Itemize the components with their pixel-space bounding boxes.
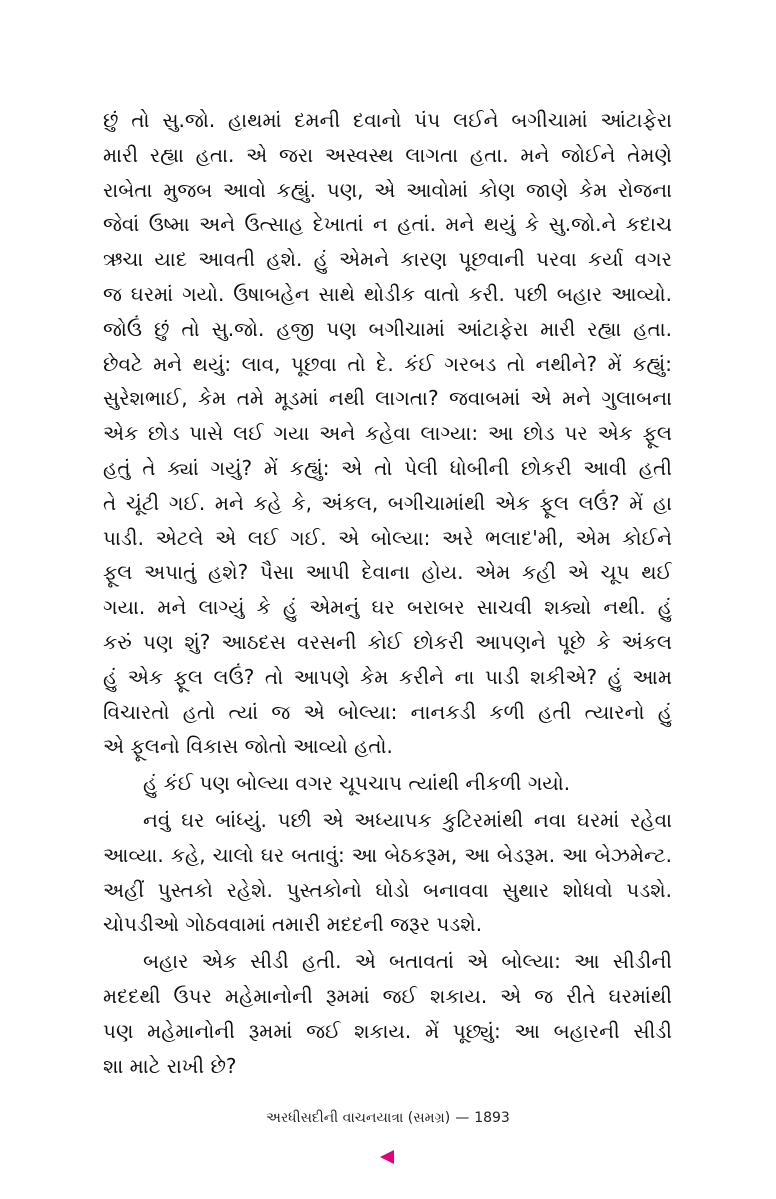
text-line: ફૂલ અપાતું હશે? પૈસા આપી દેવાના હોય. એમ કહી એ ચૂપ થઈ <box>103 560 672 585</box>
text-line: મારી રહ્યા હતા. એ જરા અસ્વસ્થ લાગતા હતા. મને જોઈને તેમણે <box>103 142 672 167</box>
text-line: વિચારતો હતો ત્યાં જ એ બોલ્યા: નાનકડી કળી હતી ત્યારનો હું <box>103 699 672 724</box>
text-line: હું એક ફૂલ લઉં? તો આપણે કેમ કરીને ના પાડી શકીએ? હું આમ <box>103 664 672 689</box>
text-line: તે ચૂંટી ગઈ. મને કહે કે, અંકલ, બગીચામાંથી એક ફૂલ લઉં? મેં હા <box>103 490 672 515</box>
text-line: આવ્યા. કહે, ચાલો ઘર બતાવું: આ બેઠકરૂમ, આ બેડરૂમ. આ બેઝમેન્ટ. <box>103 842 672 867</box>
text-line: કરું પણ શું? આઠદસ વરસની કોઈ છોકરી આપણને પૂછે કે અંકલ <box>103 629 672 654</box>
paragraph <box>103 103 672 764</box>
running-footer <box>0 1108 776 1128</box>
text-line: એ ફૂલનો વિકાસ જોતો આવ્યો હતો. <box>103 734 393 759</box>
text-line: જોઉં છું તો સુ.જો. હજી પણ બગીચામાં આંટાફેરા મારી રહ્યા હતા. <box>103 316 672 341</box>
book-title: અરધીસદીની વાચનયાત્રા (સમગ્ર) <box>266 1110 451 1126</box>
text-line: મદદથી ઉપર મહેમાનોની રૂમમાં જઈ શકાય. એ જ રીતે ઘરમાંથી <box>103 983 672 1008</box>
previous-page-icon[interactable] <box>380 1150 394 1164</box>
paragraph <box>103 944 672 1083</box>
text-line: રાબેતા મુજબ આવો કહ્યું. પણ, એ આવોમાં કોણ જાણે કેમ રોજના <box>103 177 672 202</box>
text-line: હતું તે ક્યાં ગયું? મેં કહ્યું: એ તો પેલી ધોબીની છોકરી આવી હતી <box>103 455 672 480</box>
page-number: 1893 <box>474 1110 510 1126</box>
page-body <box>103 103 672 1083</box>
text-line: છેવટે મને થયું: લાવ, પૂછવા તો દે. કંઈ ગરબડ તો નથીને? મેં કહ્યું: <box>103 351 672 376</box>
text-line: પાડી. એટલે એ લઈ ગઈ. એ બોલ્યા: અરે ભલાદ'મી, એમ કોઈને <box>103 525 672 550</box>
text-line: નવું ઘર બાંધ્યું. પછી એ અધ્યાપક કુટિરમાંથી નવા ઘરમાં રહેવા <box>143 807 672 832</box>
text-line: ઋચા યાદ આવતી હશે. હું એમને કારણ પૂછવાની પરવા કર્યા વગર <box>103 247 672 272</box>
text-line: શા માટે રાખી છે? <box>103 1053 237 1078</box>
paragraph <box>103 803 672 942</box>
text-line: ગયા. મને લાગ્યું કે હું એમનું ઘર બરાબર સાચવી શક્યો નથી. હું <box>103 595 672 620</box>
text-line: પણ મહેમાનોની રૂમમાં જઈ શકાય. મેં પૂછ્યું: આ બહારની સીડી <box>103 1018 672 1043</box>
text-line: અહીં પુસ્તકો રહેશે. પુસ્તકોનો ઘોડો બનાવવા સુથાર શોધવો પડશે. <box>103 877 672 902</box>
text-line: જ ઘરમાં ગયો. ઉષાબહેન સાથે થોડીક વાતો કરી. પછી બહાર આવ્યો. <box>103 281 672 306</box>
footer-separator: — <box>455 1110 470 1126</box>
paragraph <box>103 766 672 801</box>
text-line: એક છોડ પાસે લઈ ગયા અને કહેવા લાગ્યા: આ છોડ પર એક ફૂલ <box>103 421 672 446</box>
text-line: સુરેશભાઈ, કેમ તમે મૂડમાં નથી લાગતા? જવાબમાં એ મને ગુલાબના <box>103 386 672 411</box>
text-line: ચોપડીઓ ગોઠવવામાં તમારી મદદની જરૂર પડશે. <box>103 912 483 937</box>
text-line: હું કંઈ પણ બોલ્યા વગર ચૂપચાપ ત્યાંથી નીકળી ગયો. <box>143 771 571 796</box>
text-line: છું તો સુ.જો. હાથમાં દમની દવાનો પંપ લઈને બગીચામાં આંટાફેરા <box>103 108 672 132</box>
text-line: બહાર એક સીડી હતી. એ બતાવતાં એ બોલ્યા: આ સીડીની <box>143 949 672 974</box>
text-line: જેવાં ઉષ્મા અને ઉત્સાહ દેખાતાં ન હતાં. મને થયું કે સુ.જો.ને કદાચ <box>103 212 672 237</box>
